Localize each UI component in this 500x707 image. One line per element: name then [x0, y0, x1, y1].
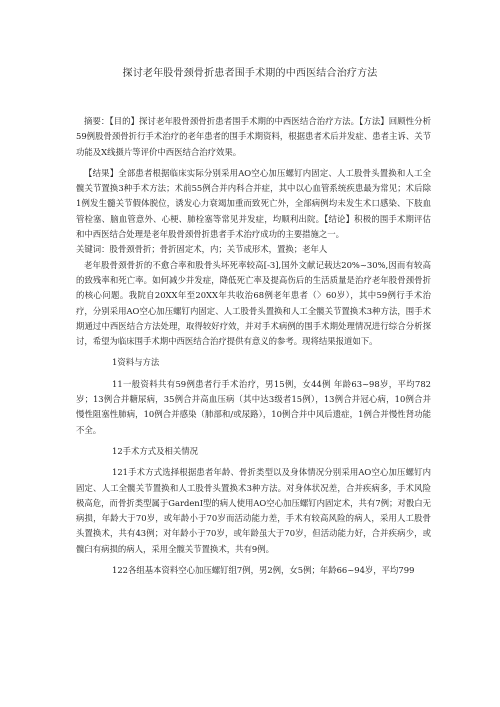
group-data-paragraph: 122各组基本资料空心加压螺钉组7例，男2例，女5例；年龄66~94岁，平均799 [112, 565, 415, 576]
document-body [76, 114, 431, 578]
keywords: 关键词：股骨颈骨折；骨折固定术，内；关节成形术，置换；老年人 [76, 244, 328, 255]
surgery-method-paragraph: 121手术方式选择根据患者年龄、骨折类型以及身体情况分别采用AO空心加压螺钉内固定、人工全髋关节置换和人工股骨头置换术3种方法。对身体状况差，合并疾病多，手术风险极高危，而骨折类型属于GardenⅠ型的病人使用AO空心加压螺钉内固定术，共有7例；对骰白无病损，年龄大于70岁，或年龄小于70岁而活动能力差，手术有较高风险的病人，采用人工股骨头置换术，共有43例；对年龄小于70岁，或年龄虽大于70岁，但活动能力好，合并疾病少，或髋臼有病损的病人，采用全髋关节置换术，共有9例。 [76, 467, 431, 554]
document-title: 探讨老年股骨颈骨折患者围手术期的中西医结合治疗方法 [122, 68, 378, 79]
section-heading-surgery: 12手术方式及相关情况 [112, 445, 199, 456]
abstract-paragraph-1: 摘要：【目的】探讨老年股骨颈骨折患者围手术期的中西医结合治疗方法。【方法】回顾性分析59例股骨颈骨折行手术治疗的老年患者的围手术期资料，根据患者术后并发症、患者主诉、关节功能及X线摄片等评价中西医结合治疗效果。 [76, 116, 431, 157]
general-data-paragraph: 11一般资料共有59例患者行手术治疗，男15例，女44例 年龄63~98岁，平均782岁；13例合并糖尿病，35例合并高血压病（其中达3级者15例），13例合并冠心病，10例合并慢性阻塞性肺病，10例合并感染（肺部和/或尿路），10例合并中风后遗症，1例合并慢性肾功能不全。 [76, 378, 431, 435]
abstract-paragraph-2: 【结果】全部患者根据临床实际分别采用AO空心加压螺钉内固定、人工股骨头置换和人工全髋关节置换3种手术方法；术前55例合并内科合并症，其中以心血管系统疾患最为常见；术后除1例发生髓关节假体脱位，诱发心力衰竭加重而致死亡外，全部病例均未发生术口感染、下肢血管栓塞、脑血管意外、心梗、肺栓塞等常见并发症，均顺利出院。【结论】积极的围手术期评估和中西医结合处理是老年股骨颈骨折患者手术治疗成功的主要措施之一。 [76, 167, 431, 240]
section-heading-materials-methods: 1资料与方法 [112, 357, 160, 368]
intro-paragraph: 老年股骨颈骨折的不愈合率和股骨头坏死率较高[-3],国外文献记载达20%~30%,因而有较高的致残率和死亡率。如何减少并发症，降低死亡率及提高伤后的生活质量是治疗老年股骨颈骨折的核心问题。我院自20XX年至20XX年共收治68例老年患者（〉60岁），其中59例行手术治疗，分别采用AO空心加压螺钉内固定、人工股骨头置换和人工全髋关节置换术3种方法，围手术期通过中西医结合方法处理，取得较好疗效，并对手术病例的围手术期处理情况进行综合分析探讨，希望为临床围手术期中西医结合治疗提供有意义的参考。现将结果报道如下。 [76, 259, 431, 347]
